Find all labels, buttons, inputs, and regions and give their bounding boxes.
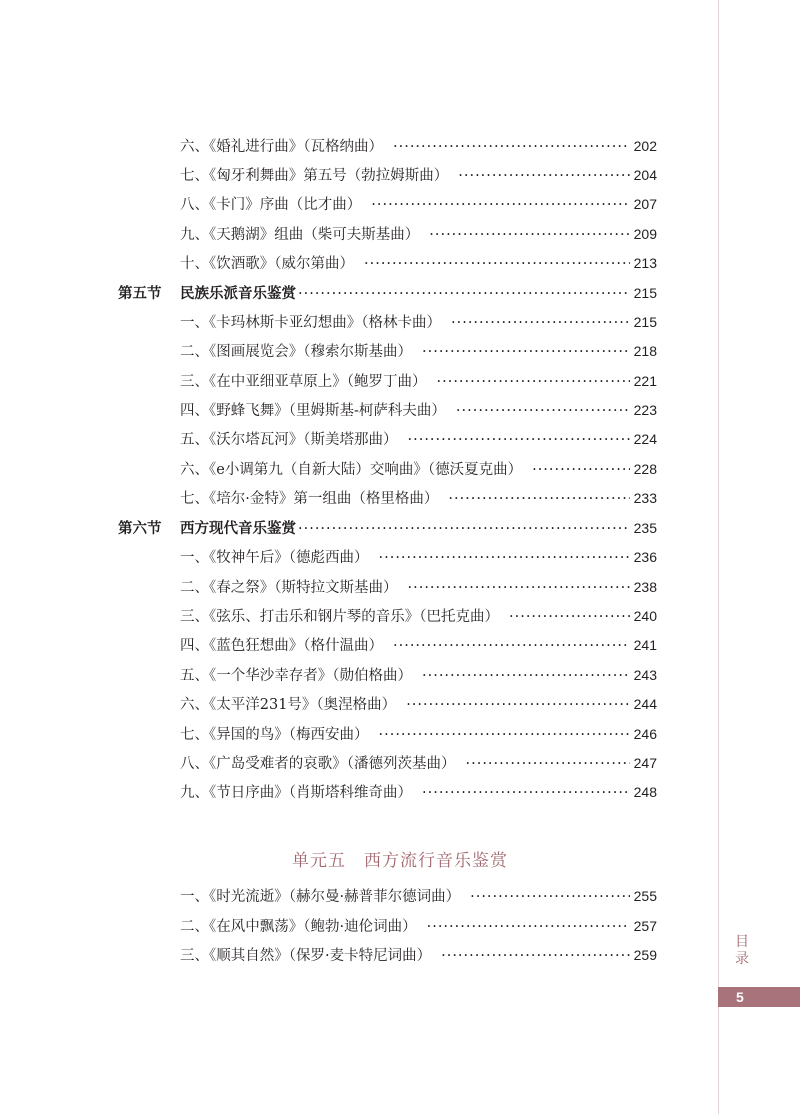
unit-heading[interactable]: 单元五 西方流行音乐鉴赏 — [292, 851, 508, 871]
toc-entry[interactable] — [180, 488, 657, 509]
toc-entry[interactable] — [180, 577, 657, 598]
toc-entry-title: 六、《婚礼进行曲》（瓦格纳曲） — [180, 139, 383, 155]
leader-dots — [408, 578, 630, 598]
toc-entry-title: 十、《饮酒歌》（威尔第曲） — [180, 256, 354, 272]
section-title: 民族乐派音乐鉴赏 — [180, 286, 296, 302]
toc-entry[interactable] — [180, 886, 657, 907]
toc-entry-page: 233 — [633, 490, 657, 506]
toc-entry-title: 八、《卡门》序曲（比才曲） — [180, 197, 362, 213]
leader-dots — [364, 254, 630, 274]
toc-entry-title: 三、《在中亚细亚草原上》（鲍罗丁曲） — [180, 374, 427, 390]
toc-entry-page: 244 — [633, 696, 657, 712]
toc-entry-page: 243 — [633, 667, 657, 683]
leader-dots — [379, 725, 630, 745]
leader-dots — [298, 284, 630, 304]
section-page: 215 — [633, 285, 657, 301]
toc-entry-title: 六、《太平洋231号》（奥涅格曲） — [180, 697, 397, 713]
toc-entry[interactable] — [180, 224, 657, 245]
toc-entry-title: 七、《异国的鸟》（梅西安曲） — [180, 727, 369, 743]
leader-dots — [406, 695, 629, 715]
toc-entry-page: 213 — [633, 255, 657, 271]
side-label-char: 录 — [735, 951, 749, 967]
toc-entry-title: 一、《时光流逝》（赫尔曼·赫普菲尔德词曲） — [180, 889, 461, 905]
toc-entry-page: 248 — [633, 784, 657, 800]
page-number-tab: 5 — [718, 987, 800, 1007]
leader-dots — [466, 754, 630, 774]
section-number: 第五节 — [118, 286, 162, 302]
toc-entry[interactable] — [180, 429, 657, 450]
toc-entry-page: 238 — [633, 579, 657, 595]
leader-dots — [379, 548, 630, 568]
toc-entry-title: 二、《图画展览会》（穆索尔斯基曲） — [180, 344, 412, 360]
toc-entry-title: 七、《匈牙利舞曲》第五号（勃拉姆斯曲） — [180, 168, 449, 184]
toc-section[interactable] — [118, 283, 657, 304]
side-label-char: 目 — [735, 934, 749, 950]
leader-dots — [298, 519, 630, 539]
toc-entry-title: 五、《沃尔塔瓦河》（斯美塔那曲） — [180, 432, 398, 448]
toc-entry-page: 228 — [633, 461, 657, 477]
toc-entry[interactable] — [180, 371, 657, 392]
leader-dots — [456, 401, 630, 421]
leader-dots — [470, 887, 630, 907]
toc-entry-page: 215 — [633, 314, 657, 330]
leader-dots — [448, 489, 629, 509]
toc-entry[interactable] — [180, 945, 657, 966]
toc-entry[interactable] — [180, 194, 657, 215]
toc-entry-page: 221 — [633, 373, 657, 389]
toc-entry-page: 236 — [633, 549, 657, 565]
toc-entry-page: 209 — [633, 226, 657, 242]
toc-entry-title: 一、《牧神午后》（德彪西曲） — [180, 550, 369, 566]
leader-dots — [451, 313, 630, 333]
section-number: 第六节 — [118, 521, 162, 537]
toc-entry[interactable] — [180, 753, 657, 774]
leader-dots — [408, 430, 630, 450]
toc-section[interactable] — [118, 518, 657, 539]
leader-dots — [509, 607, 630, 627]
section-page: 235 — [633, 520, 657, 536]
toc-entry-title: 四、《野蜂飞舞》（里姆斯基-柯萨科夫曲） — [180, 403, 446, 419]
toc-entry-page: 259 — [633, 947, 657, 963]
toc-entry[interactable] — [180, 136, 657, 157]
toc-entry-page: 246 — [633, 726, 657, 742]
leader-dots — [422, 342, 630, 362]
leader-dots — [441, 946, 630, 966]
toc-entry-title: 七、《培尔·金特》第一组曲（格里格曲） — [180, 491, 439, 507]
toc-entry-title: 九、《节日序曲》（肖斯塔科维奇曲） — [180, 785, 412, 801]
contents-side-label — [733, 934, 751, 968]
toc-entry-title: 一、《卡玛林斯卡亚幻想曲》（格林卡曲） — [180, 315, 441, 331]
leader-dots — [427, 917, 630, 937]
toc-entry-title: 五、《一个华沙幸存者》（勋伯格曲） — [180, 668, 412, 684]
toc-entry-title: 九、《天鹅湖》组曲（柴可夫斯基曲） — [180, 227, 420, 243]
leader-dots — [437, 372, 630, 392]
leader-dots — [532, 460, 630, 480]
toc-entry-page: 207 — [633, 196, 657, 212]
toc-entry[interactable] — [180, 253, 657, 274]
toc-entry-title: 六、《e小调第九（自新大陆）交响曲》（德沃夏克曲） — [180, 462, 523, 478]
toc-entry-page: 257 — [633, 918, 657, 934]
toc-entry[interactable] — [180, 916, 657, 937]
toc-entry-title: 八、《广岛受难者的哀歌》（潘德列茨基曲） — [180, 756, 456, 772]
toc-entry-title: 三、《顺其自然》（保罗·麦卡特尼词曲） — [180, 948, 432, 964]
toc-entry[interactable] — [180, 782, 657, 803]
toc-entry-page: 218 — [633, 343, 657, 359]
toc-entry[interactable] — [180, 606, 657, 627]
leader-dots — [429, 225, 629, 245]
toc-entry[interactable] — [180, 341, 657, 362]
toc-entry[interactable] — [180, 635, 657, 656]
toc-entry-title: 四、《蓝色狂想曲》（格什温曲） — [180, 638, 383, 654]
toc-entry[interactable] — [180, 694, 657, 715]
toc-entry[interactable] — [180, 165, 657, 186]
toc-entry[interactable] — [180, 547, 657, 568]
toc-entry-page: 204 — [633, 167, 657, 183]
leader-dots — [393, 636, 630, 656]
leader-dots — [422, 666, 630, 686]
toc-entry[interactable] — [180, 400, 657, 421]
toc-entry-title: 二、《春之祭》（斯特拉文斯基曲） — [180, 580, 398, 596]
toc-entry-title: 二、《在风中飘荡》（鲍勃·迪伦词曲） — [180, 919, 417, 935]
leader-dots — [422, 783, 630, 803]
toc-entry[interactable] — [180, 312, 657, 333]
toc-entry-page: 255 — [633, 888, 657, 904]
toc-entry-page: 240 — [633, 608, 657, 624]
leader-dots — [371, 195, 629, 215]
leader-dots — [458, 166, 629, 186]
toc-entry-page: 224 — [633, 431, 657, 447]
toc-entry[interactable] — [180, 665, 657, 686]
toc-entry[interactable] — [180, 724, 657, 745]
toc-entry-page: 223 — [633, 402, 657, 418]
toc-entry-page: 202 — [633, 138, 657, 154]
toc-entry[interactable] — [180, 459, 657, 480]
toc-entry-title: 三、《弦乐、打击乐和钢片琴的音乐》（巴托克曲） — [180, 609, 499, 625]
leader-dots — [393, 137, 630, 157]
toc-entry-page: 241 — [633, 637, 657, 653]
toc-entry-page: 247 — [633, 755, 657, 771]
section-title: 西方现代音乐鉴赏 — [180, 521, 296, 537]
